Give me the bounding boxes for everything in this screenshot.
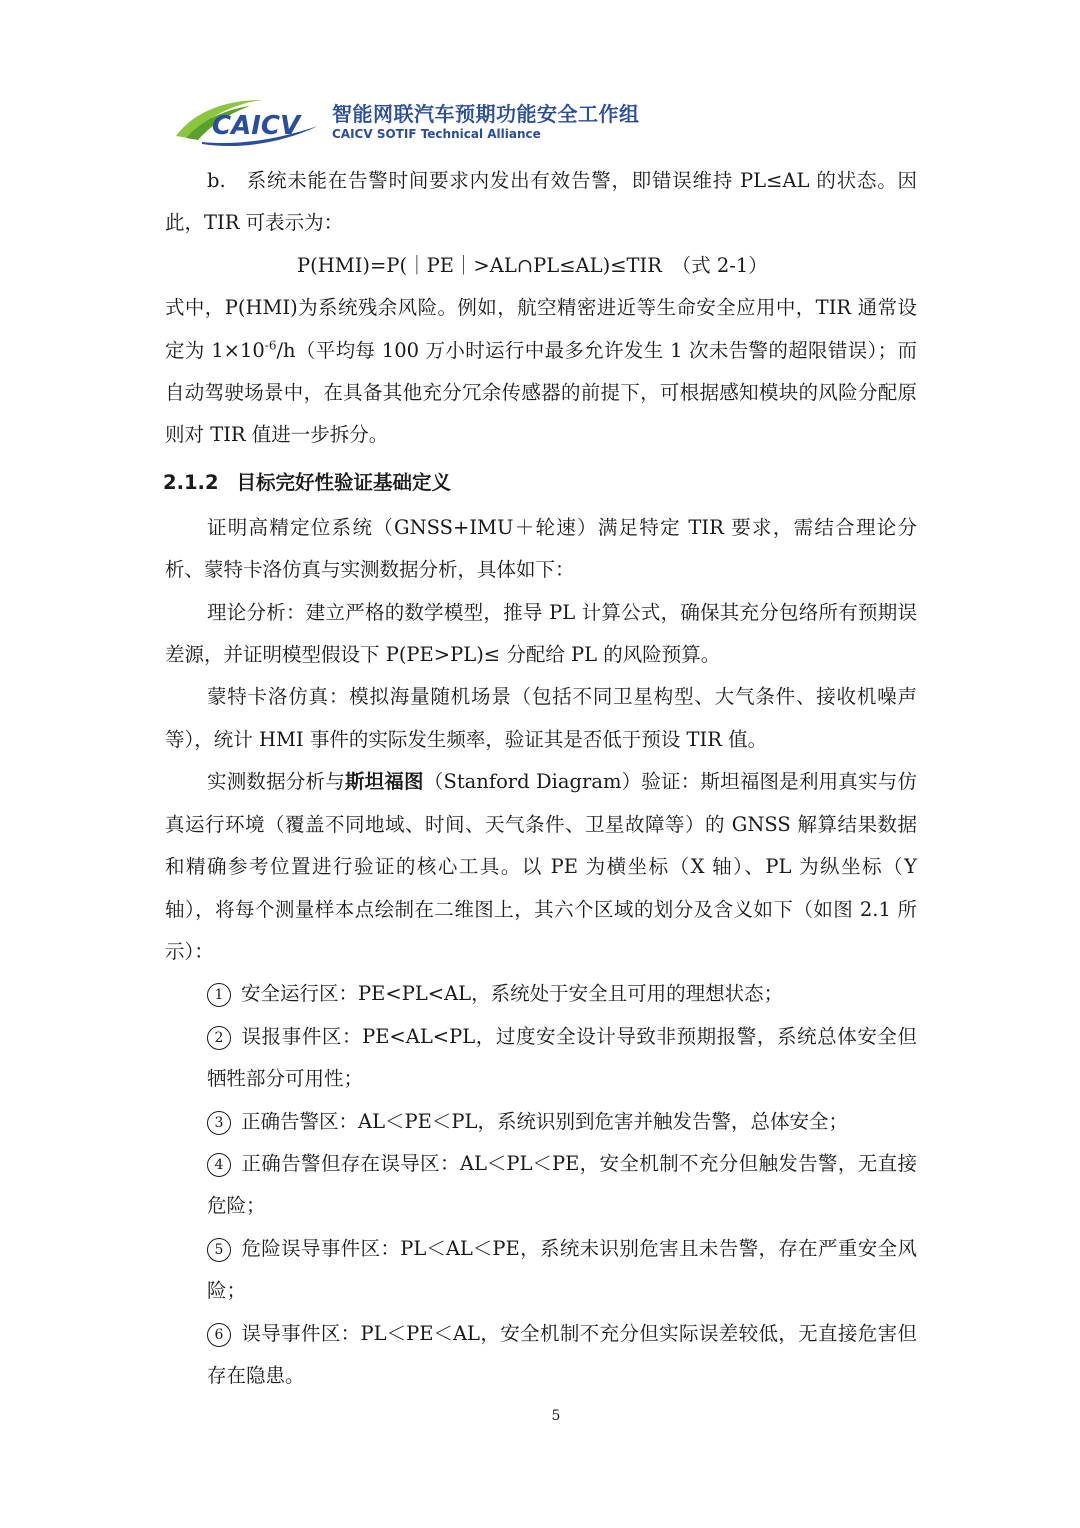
circled-number: 5 xyxy=(207,1238,231,1262)
list-item-text: 正确告警但存在误导区：AL＜PL＜PE，安全机制不充分但触发告警，无直接危险； xyxy=(207,1151,917,1218)
list-item-text: 误报事件区：PE<AL<PL，过度安全设计导致非预期报警，系统总体安全但牺牲部分可用性； xyxy=(207,1024,917,1091)
list-item-text: 安全运行区：PE<PL<AL，系统处于安全且可用的理想状态； xyxy=(241,982,784,1006)
formula-2-1: P(HMI)=P(｜PE｜>AL∩PL≤AL)≤TIR （式 2-1） xyxy=(297,253,768,277)
page-body xyxy=(165,160,917,1397)
header-text xyxy=(332,102,672,142)
section-number: 2.1.2 xyxy=(163,470,219,494)
para-theory: 理论分析：建立严格的数学模型，推导 PL 计算公式，确保其充分包络所有预期误差源，并证明模型假设下 P(PE>PL)≤ 分配给 PL 的风险预算。 xyxy=(165,600,917,667)
header-title-en: CAICV SOTIF Technical Alliance xyxy=(332,127,541,141)
list-item xyxy=(165,1101,917,1143)
section-heading xyxy=(165,459,917,507)
para-stanford xyxy=(165,761,917,973)
para-monte-carlo: 蒙特卡洛仿真：模拟海量随机场景（包括不同卫星构型、大气条件、接收机噪声等），统计 HMI 事件的实际发生频率，验证其是否低于预设 TIR 值。 xyxy=(165,685,917,751)
circled-number: 6 xyxy=(207,1323,231,1347)
logo-wordmark: CAICV xyxy=(212,111,301,141)
para-stanford-pre: 实测数据分析与 xyxy=(207,770,345,794)
page-header xyxy=(172,92,672,152)
para-b: b. 系统未能在告警时间要求内发出有效告警，即错误维持 PL≤AL 的状态。因此，TIR 可表示为： xyxy=(165,169,917,235)
circled-number: 3 xyxy=(207,1111,231,1135)
list-item xyxy=(165,1143,917,1228)
para-explain-part1: 式中，P(HMI)为系统残余风险。例如，航空精密进近等生命安全应用中，TIR 通常设定为 1×10 xyxy=(165,296,917,362)
list-item-text: 危险误导事件区：PL＜AL＜PE，系统未识别危害且未告警，存在严重安全风险； xyxy=(207,1236,917,1303)
para-intro: 证明高精定位系统（GNSS+IMU＋轮速）满足特定 TIR 要求，需结合理论分析、蒙特卡洛仿真与实测数据分析，具体如下： xyxy=(165,515,917,582)
list-item xyxy=(165,1228,917,1313)
circled-number: 1 xyxy=(207,983,231,1007)
list-item xyxy=(165,973,917,1015)
circled-number: 4 xyxy=(207,1153,231,1177)
list-item xyxy=(165,1313,917,1398)
caicv-logo xyxy=(172,92,322,148)
exponent: -6 xyxy=(264,338,277,353)
list-item xyxy=(165,1016,917,1101)
para-stanford-post: （Stanford Diagram）验证：斯坦福图是利用真实与仿真运行环境（覆盖不同地域、时间、天气条件、卫星故障等）的 GNSS 解算结果数据和精确参考位置进行验证的核心工具。以 PE 为横坐标（X 轴）、PL 为纵坐标（Y 轴），将每个测量样本点绘制在二维图上，其六个区域的划分及含义如下（如图 2.1 所示）： xyxy=(165,770,917,963)
para-explain xyxy=(165,287,917,457)
page-number: 5 xyxy=(551,1408,561,1424)
stanford-diagram-term: 斯坦福图 xyxy=(344,770,424,794)
header-title-cn: 智能网联汽车预期功能安全工作组 xyxy=(332,102,640,126)
section-title: 目标完好性验证基础定义 xyxy=(236,470,452,494)
circled-number: 2 xyxy=(207,1026,231,1050)
para-explain-part2: /h（平均每 100 万小时运行中最多允许发生 1 次未告警的超限错误）；而自动驾驶场景中，在具备其他充分冗余传感器的前提下，可根据感知模块的风险分配原则对 TIR 值进一步拆分。 xyxy=(165,338,917,447)
list-item-text: 误导事件区：PL＜PE＜AL，安全机制不充分但实际误差较低，无直接危害但存在隐患。 xyxy=(207,1321,917,1387)
list-item-text: 正确告警区：AL＜PE＜PL，系统识别到危害并触发告警，总体安全； xyxy=(241,1109,848,1133)
